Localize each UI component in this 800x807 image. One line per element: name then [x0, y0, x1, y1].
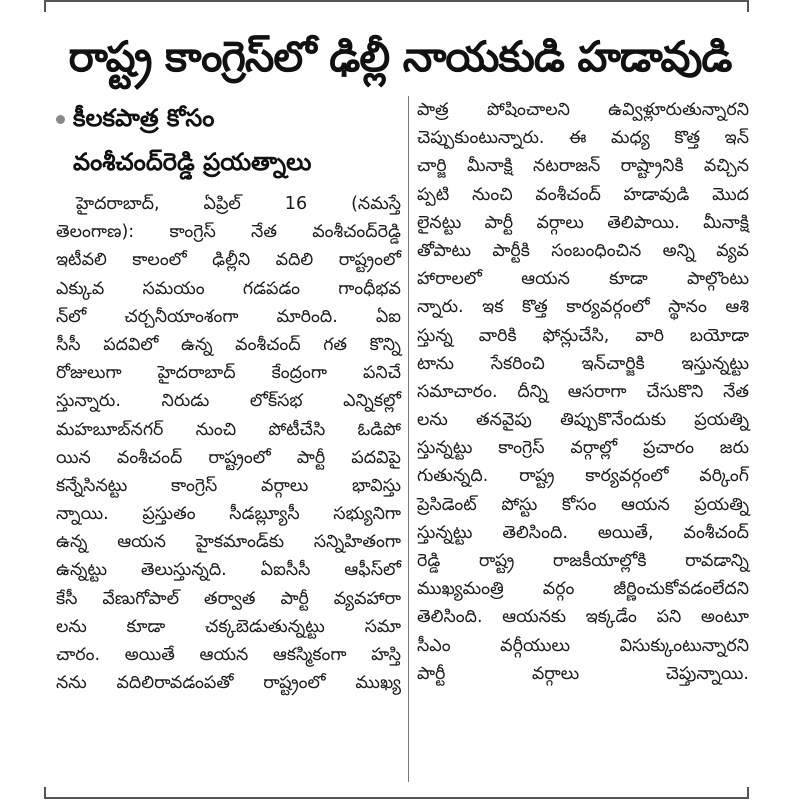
body-text-line: రెడ్డి రాష్ట్ర రాజకీయాల్లోకి రావడాన్ని [417, 551, 749, 571]
body-text-line: రోజులుగా హైదరాబాద్ కేంద్రంగా పనిచే [56, 363, 401, 384]
body-text-line: తెలిసింది. ఆయనకు ఇక్కడేం పని అంటూ [417, 607, 749, 628]
body-text-line: సీఎం వర్గీయులు విసుక్కుంటున్నారని [417, 635, 749, 656]
body-text-line: లను కూడా చక్కబెడుతున్నట్టు సమా [56, 616, 401, 637]
body-text-line: లైనట్టు పార్టీ వర్గాలు తెలిపాయి. మీనాక్షి [417, 212, 749, 233]
body-text-line: ఎక్కువ సమయం గడపడం గాంధీభవ [56, 278, 401, 299]
body-text-line: స్తున్నారు. నిరుడు లోక్‌సభ ఎన్నికల్లో [56, 391, 401, 412]
body-text-line: చెప్పుకుంటున్నారు. ఈ మధ్య కొత్త ఇన్ [417, 128, 749, 149]
article-headline: రాష్ట్ర కాంగ్రెస్‌లో ఢిల్లీ నాయకుడి హడావుడి [68, 32, 732, 81]
body-text-line: చార్జి మీనాక్షి నటరాజన్ రాష్ట్రానికి వచ్చిన [417, 156, 749, 177]
body-text-line: హారాలలో ఆయన కూడా పాల్గొంటు [417, 269, 749, 290]
body-text-line: గుతున్నది. రాష్ట్ర కార్యవర్గంలో వర్కింగ్ [417, 466, 749, 487]
subheadline-1-text: కీలకపాత్ర కోసం [73, 104, 215, 132]
subheadline-1 [56, 96, 401, 140]
body-text-line: కేసీ వేణుగోపాల్ తర్వాత పార్టీ వ్యవహారా [56, 588, 401, 609]
body-text-line: హైదరాబాద్, ఏప్రిల్ 16 (నమస్తే [76, 194, 401, 214]
body-text-line: యిన వంశీచంద్ రాష్ట్రంలో పార్టీ పదవిపై [56, 447, 401, 468]
body-text-line: ముఖ్యమంత్రి వర్గం జీర్ణించుకోవడంలేదని [417, 579, 749, 600]
column-divider [408, 96, 409, 782]
body-text-line: ఉన్న ఆయన హైకమాండ్‌కు సన్నిహితంగా [56, 532, 401, 553]
body-text-line: చారం. అయితే ఆయన ఆకస్మికంగా హస్తి [56, 645, 401, 665]
body-text-line: స్తున్న వారికి ఫోన్లుచేసి, వారి బయోడా [417, 325, 749, 346]
body-text-line: స్తున్నట్టు కాంగ్రెస్ వర్గాల్లో ప్రచారం జరు [417, 438, 749, 459]
right-column-body [417, 96, 749, 688]
top-frame-rule [44, 0, 749, 12]
left-column [56, 96, 401, 697]
body-text-line: లను తనవైపు తిప్పుకొనేందుకు ప్రయత్ని [417, 410, 749, 431]
body-text-line: కన్నేసినట్టు కాంగ్రెస్ వర్గాలు భావిస్తు [56, 475, 401, 496]
body-text-line: స్తున్నట్టు తెలిసింది. అయితే, వంశీచంద్ [417, 522, 749, 543]
bottom-frame-rule [44, 787, 749, 799]
body-text-line: ఇటీవలి కాలంలో ఢిల్లీని వదిలి రాష్ట్రంలో [56, 250, 401, 271]
body-text-line: టాను సేకరించి ఇన్‌చార్జికి ఇస్తున్నట్టు [417, 353, 749, 374]
body-text-line: తెలంగాణ): కాంగ్రెస్ నేత వంశీచంద్‌రెడ్డి [56, 222, 401, 243]
body-text-line: నను వదిలిరావడంపతో రాష్ట్రంలో ముఖ్య [56, 673, 401, 694]
body-text-line: మహబూబ్‌నగర్ నుంచి పోటీచేసి ఓడిపో [56, 419, 401, 440]
body-text-line: న్నాయి. ప్రస్తుతం సీడబ్ల్యూసీ సభ్యునిగా [56, 504, 401, 525]
subheadline-2: వంశీచంద్‌రెడ్డి ప్రయత్నాలు [73, 148, 312, 176]
body-text-line: పాత్ర పోషించాలని ఉవ్విళ్లూరుతున్నారని [417, 100, 749, 120]
body-text-line: పార్టీ వర్గాలు చెప్తున్నాయి. [417, 663, 749, 684]
body-text-line: సీసీ పదవిలో ఉన్న వంశీచంద్ గత కొన్ని [56, 334, 401, 355]
body-text-line: సమాచారం. దీన్ని ఆసరాగా చేసుకొని నేత [417, 381, 749, 402]
body-text-line: ప్రెసిడెంట్ పోస్టు కోసం ఆయన ప్రయత్ని [417, 494, 749, 515]
right-column [417, 96, 749, 688]
body-text-line: ప్పటి నుంచి వంశీచంద్ హడావుడి మొద [417, 184, 749, 205]
body-text-line: న్నారు. ఇక కొత్త కార్యవర్గంలో స్థానం ఆశి [417, 297, 749, 318]
bullet-icon [56, 115, 65, 124]
body-text-line: న్‌లో చర్చనీయాంశంగా మారింది. ఏఐ [56, 306, 401, 327]
body-text-line: తోపాటు పార్టీకి సంబంధించిన అన్ని వ్యవ [417, 240, 749, 261]
left-column-body [56, 190, 401, 697]
body-text-line: ఉన్నట్టు తెలుస్తున్నది. ఏఐసీసీ ఆఫీస్‌లో [56, 560, 401, 581]
